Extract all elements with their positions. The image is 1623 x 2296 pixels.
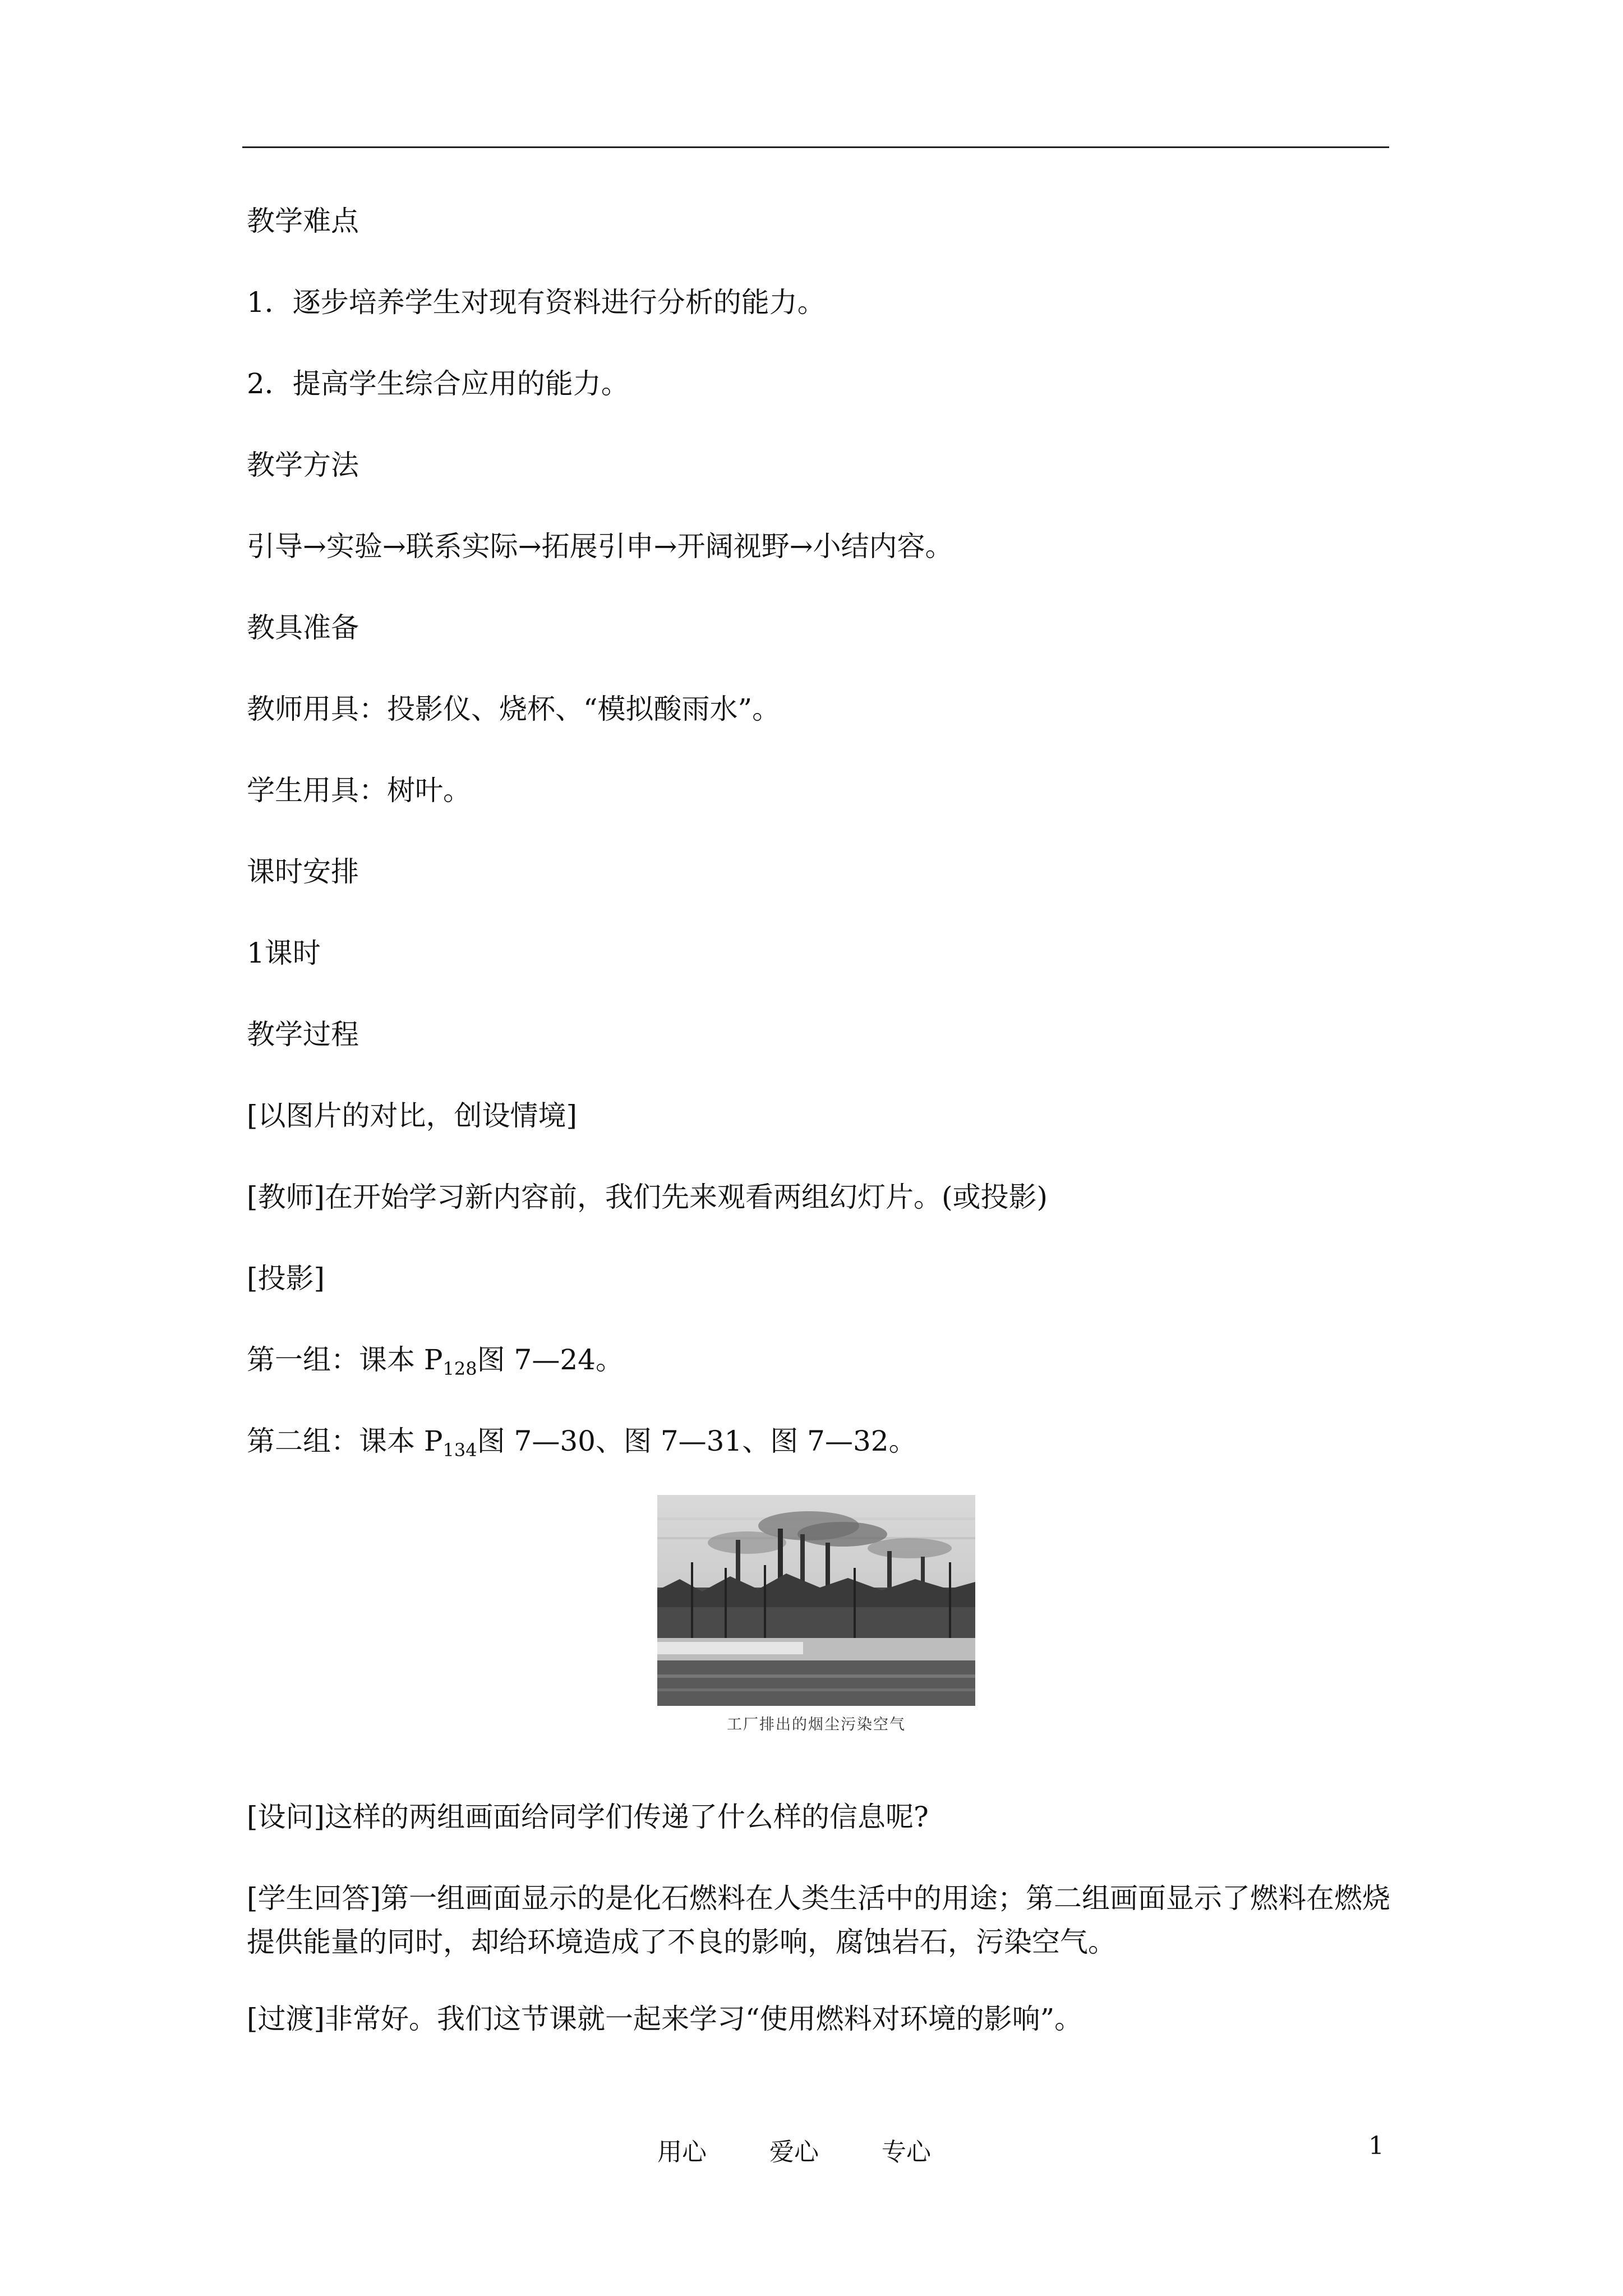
method-text: 引导→实验→联系实际→拓展引申→开阔视野→小结内容。 [247,530,953,563]
group-1-prefix: 第一组：课本 P [247,1343,443,1376]
difficulty-item-1: 1．逐步培养学生对现有资料进行分析的能力。 [247,286,826,319]
page-number: 1 [1368,2132,1384,2160]
projection-label: [投影] [247,1262,325,1295]
footer-middle: 爱心 [769,2138,819,2166]
footer-right: 专心 [882,2138,931,2166]
teacher-intro: [教师]在开始学习新内容前，我们先来观看两组幻灯片。(或投影) [247,1181,1048,1213]
group-2-suffix: 图 7—30、图 7—31、图 7—32。 [477,1425,917,1457]
student-tools: 学生用具：树叶。 [247,774,471,807]
tools-heading: 教具准备 [247,611,359,644]
footer-left: 用心 [657,2138,707,2166]
schedule-heading: 课时安排 [247,855,359,888]
difficulty-heading: 教学难点 [247,205,359,237]
group-1-line [247,1338,624,1391]
method-heading: 教学方法 [247,449,359,481]
group-2-prefix: 第二组：课本 P [247,1425,443,1457]
group-2-line [247,1419,917,1472]
group-1-page: 128 [442,1358,477,1379]
group-1-suffix: 图 7—24。 [477,1343,624,1376]
question-text: [设问]这样的两组画面给同学们传递了什么样的信息呢? [247,1801,929,1833]
group-2-page: 134 [442,1439,477,1461]
scene-label: [以图片的对比，创设情境] [247,1099,578,1132]
process-heading: 教学过程 [247,1018,359,1051]
schedule-text: 1课时 [247,937,321,969]
answer-text: [学生回答]第一组画面显示的是化石燃料在人类生活中的用途；第二组画面显示了燃料在燃烧提供能量的同时，却给环境造成了不良的影响，腐蚀岩石，污染空气。 [247,1882,1391,1958]
header-rule [242,146,1389,148]
difficulty-item-2: 2．提高学生综合应用的能力。 [247,367,629,400]
teacher-tools: 教师用具：投影仪、烧杯、“模拟酸雨水”。 [247,693,781,725]
figure-caption: 工厂排出的烟尘污染空气 [727,1716,906,1733]
factory-smoke-photo [657,1495,975,1706]
transition-text: [过渡]非常好。我们这节课就一起来学习“使用燃料对环境的影响”。 [247,2003,1083,2035]
